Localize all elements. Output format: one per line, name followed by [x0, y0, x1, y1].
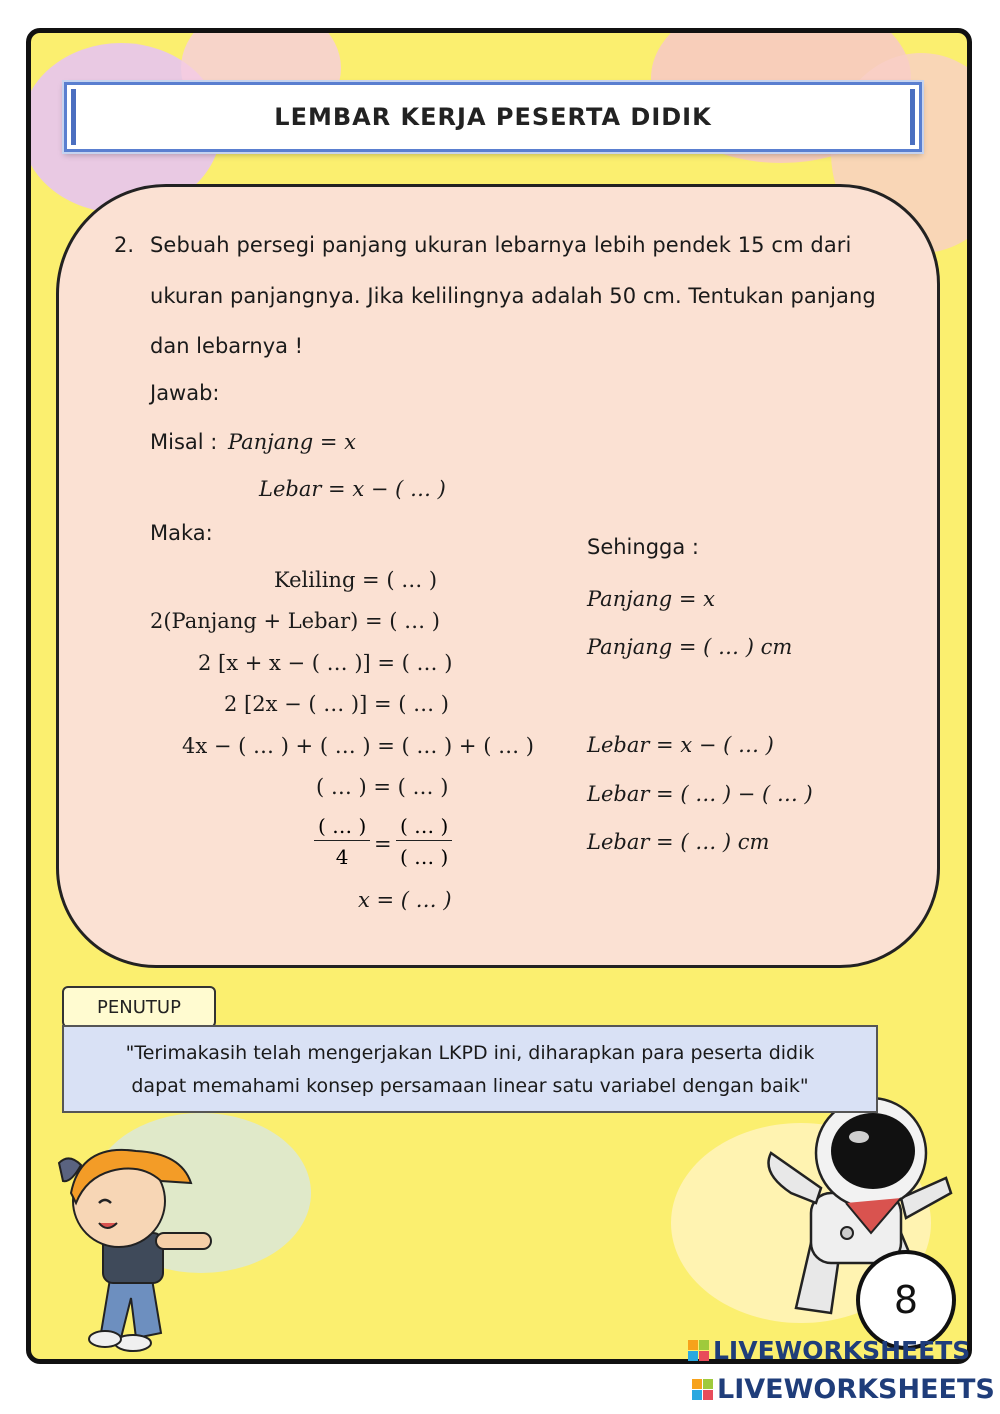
fraction-left	[314, 814, 370, 869]
sehingga-label: Sehingga :	[587, 535, 699, 559]
fraction-equals: =	[374, 832, 392, 856]
result-panjang-x: Panjang = x	[587, 587, 716, 611]
problem-line-1: Sebuah persegi panjang ukuran lebarnya lebih pendek 15 cm dari	[150, 233, 852, 257]
title-accent-right	[910, 89, 915, 145]
fraction-left-numerator: ( … )	[314, 814, 370, 841]
fraction-right-numerator: ( … )	[396, 814, 452, 841]
result-lebar-x: Lebar = x − ( … )	[587, 733, 774, 757]
step-2x-bracket: 2 [x + x − ( … )] = ( … )	[198, 651, 453, 675]
penutup-label: PENUTUP	[97, 996, 181, 1018]
answer-label: Jawab:	[150, 381, 220, 405]
step-equal: ( … ) = ( … )	[316, 775, 449, 799]
watermark-text-inner: LIVEWORKSHEETS	[713, 1336, 971, 1365]
result-lebar-cm: Lebar = ( … ) cm	[587, 830, 770, 854]
step-2-2x: 2 [2x − ( … )] = ( … )	[224, 692, 449, 716]
page-number: 8	[893, 1278, 919, 1322]
fraction-right-denominator: ( … )	[400, 845, 449, 869]
problem-line-3: dan lebarnya !	[150, 334, 304, 358]
fraction-right	[396, 814, 452, 869]
title-accent-left	[71, 89, 76, 145]
penutup-tab	[62, 986, 216, 1028]
step-2-panjang-lebar: 2(Panjang + Lebar) = ( … )	[150, 609, 440, 633]
boy-illustration	[41, 1123, 231, 1363]
liveworksheets-logo-icon	[688, 1340, 709, 1361]
closing-line-1: "Terimakasih telah mengerjakan LKPD ini, diharapkan para peserta didik	[125, 1042, 815, 1064]
maka-label: Maka:	[150, 521, 213, 545]
step-keliling: Keliling = ( … )	[274, 568, 438, 592]
result-lebar-diff: Lebar = ( … ) − ( … )	[587, 782, 813, 806]
liveworksheets-watermark	[692, 1374, 995, 1405]
misal-lebar: Lebar = x − ( … )	[259, 477, 446, 501]
misal-label: Misal :	[150, 430, 218, 454]
fraction-left-denominator: 4	[335, 845, 349, 869]
misal-panjang: Panjang = x	[228, 430, 357, 454]
result-panjang-cm: Panjang = ( … ) cm	[587, 635, 793, 659]
closing-message-box	[62, 1025, 878, 1113]
liveworksheets-watermark-inner	[688, 1336, 970, 1365]
problem-line-2: ukuran panjangnya. Jika kelilingnya adalah 50 cm. Tentukan panjang	[150, 284, 876, 308]
step-4x: 4x − ( … ) + ( … ) = ( … ) + ( … )	[182, 734, 534, 758]
page-number-badge	[856, 1250, 956, 1350]
closing-line-2: dapat memahami konsep persamaan linear satu variabel dengan baik"	[131, 1075, 809, 1097]
watermark-text: LIVEWORKSHEETS	[717, 1374, 995, 1405]
page-title: LEMBAR KERJA PESERTA DIDIK	[274, 103, 712, 131]
problem-number: 2.	[114, 233, 135, 257]
liveworksheets-logo-icon-2	[692, 1379, 713, 1400]
worksheet-title-bar	[64, 82, 922, 152]
x-result: x = ( … )	[358, 888, 452, 912]
